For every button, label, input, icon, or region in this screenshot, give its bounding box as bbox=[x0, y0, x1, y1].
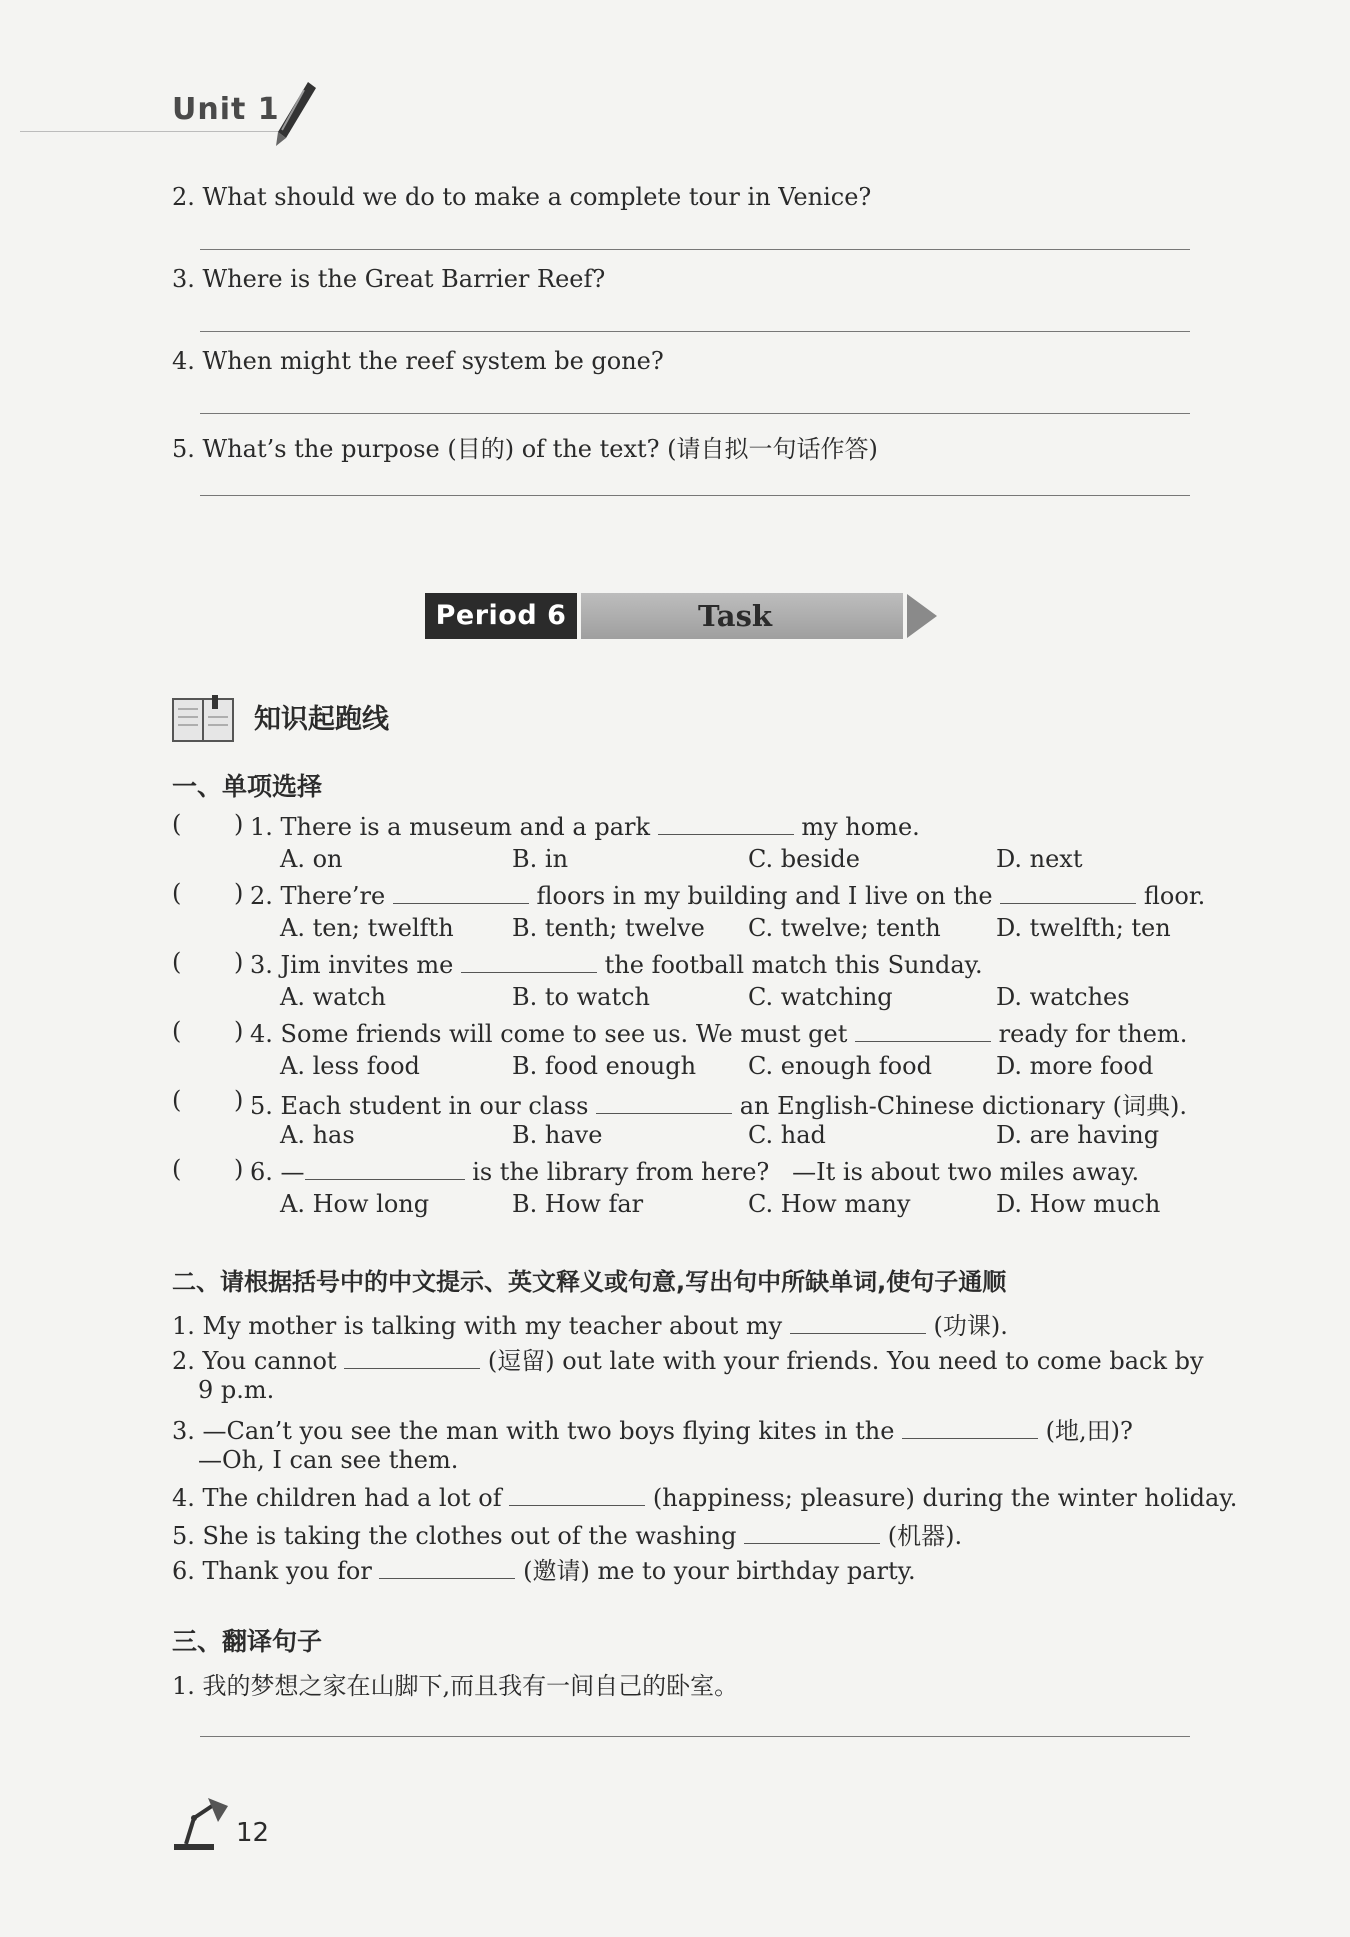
fill-item: 1. My mother is talking with my teacher about my (功课). bbox=[172, 1306, 1008, 1341]
answer-line[interactable] bbox=[200, 495, 1190, 496]
period-label: Period 6 bbox=[425, 593, 577, 639]
answer-blank[interactable] bbox=[902, 1414, 1038, 1439]
answer-blank[interactable] bbox=[790, 1309, 926, 1334]
section-title: 三、翻译句子 bbox=[172, 1627, 323, 1656]
page-number: 12 bbox=[236, 1818, 270, 1848]
mcq-option[interactable]: B. to watch bbox=[512, 983, 651, 1011]
mcq-option[interactable]: C. twelve; tenth bbox=[748, 914, 941, 942]
period-title: Task bbox=[697, 599, 772, 633]
answer-blank[interactable] bbox=[855, 1017, 991, 1042]
mcq-option[interactable]: D. next bbox=[996, 845, 1083, 873]
answer-line[interactable] bbox=[200, 413, 1190, 414]
mcq-option[interactable]: C. had bbox=[748, 1121, 826, 1149]
mcq-option[interactable]: D. more food bbox=[996, 1052, 1154, 1080]
mcq-option[interactable]: B. in bbox=[512, 845, 569, 873]
mcq-option[interactable]: A. watch bbox=[280, 983, 386, 1011]
header-rule bbox=[20, 131, 290, 132]
mcq-option[interactable]: A. ten; twelfth bbox=[280, 914, 454, 942]
answer-blank[interactable] bbox=[1000, 879, 1136, 904]
section-title: 二、请根据括号中的中文提示、英文释义或句意,写出句中所缺单词,使句子通顺 bbox=[172, 1268, 1007, 1296]
answer-blank[interactable] bbox=[393, 879, 529, 904]
reading-question: 4. When might the reef system be gone? bbox=[172, 347, 664, 375]
mcq-option[interactable]: B. food enough bbox=[512, 1052, 697, 1080]
answer-blank[interactable] bbox=[305, 1155, 465, 1180]
answer-blank[interactable] bbox=[658, 810, 794, 835]
answer-blank[interactable] bbox=[379, 1554, 515, 1579]
fill-item: 5. She is taking the clothes out of the washing (机器). bbox=[172, 1516, 962, 1551]
mcq-option[interactable]: B. How far bbox=[512, 1190, 644, 1218]
mcq-option[interactable]: A. on bbox=[280, 845, 343, 873]
answer-blank[interactable] bbox=[596, 1089, 732, 1114]
answer-line[interactable] bbox=[200, 249, 1190, 250]
mcq-option[interactable]: C. How many bbox=[748, 1190, 911, 1218]
mcq-option[interactable]: A. less food bbox=[280, 1052, 420, 1080]
fill-item: 4. The children had a lot of (happiness; pleasure) during the winter holiday. bbox=[172, 1481, 1237, 1512]
answer-blank[interactable] bbox=[461, 948, 597, 973]
fill-item-continued: —Oh, I can see them. bbox=[198, 1446, 459, 1474]
mcq-option[interactable]: C. enough food bbox=[748, 1052, 932, 1080]
answer-line[interactable] bbox=[200, 1736, 1190, 1737]
reading-question: 3. Where is the Great Barrier Reef? bbox=[172, 265, 606, 293]
answer-blank[interactable] bbox=[509, 1481, 645, 1506]
mcq-option[interactable]: C. watching bbox=[748, 983, 893, 1011]
mcq-option[interactable]: D. are having bbox=[996, 1121, 1160, 1149]
mcq-option[interactable]: A. has bbox=[280, 1121, 355, 1149]
fill-item-continued: 9 p.m. bbox=[198, 1376, 275, 1404]
mcq-option[interactable]: B. tenth; twelve bbox=[512, 914, 705, 942]
unit-title: Unit 1 bbox=[172, 92, 280, 127]
mcq-option[interactable]: D. twelfth; ten bbox=[996, 914, 1171, 942]
knowledge-header: 知识起跑线 bbox=[254, 704, 389, 735]
translation-item: 1. 我的梦想之家在山脚下,而且我有一间自己的卧室。 bbox=[172, 1672, 739, 1700]
mcq-option[interactable]: B. have bbox=[512, 1121, 603, 1149]
mcq-option[interactable]: A. How long bbox=[280, 1190, 430, 1218]
mcq-option[interactable]: C. beside bbox=[748, 845, 860, 873]
fill-item: 2. You cannot (逗留) out late with your friends. You need to come back by bbox=[172, 1341, 1204, 1376]
mcq-option[interactable]: D. watches bbox=[996, 983, 1130, 1011]
reading-question: 2. What should we do to make a complete tour in Venice? bbox=[172, 183, 872, 211]
pen-icon bbox=[270, 80, 318, 150]
answer-blank[interactable] bbox=[344, 1344, 480, 1369]
mcq-option[interactable]: D. How much bbox=[996, 1190, 1161, 1218]
period-arrow-icon bbox=[907, 594, 937, 638]
answer-blank[interactable] bbox=[744, 1519, 880, 1544]
section-title: 一、单项选择 bbox=[172, 772, 323, 801]
answer-line[interactable] bbox=[200, 331, 1190, 332]
reading-question: 5. What’s the purpose (目的) of the text? (请自拟一句话作答) bbox=[172, 435, 878, 463]
book-icon bbox=[172, 695, 236, 743]
fill-item: 6. Thank you for (邀请) me to your birthday party. bbox=[172, 1551, 916, 1586]
fill-item: 3. —Can’t you see the man with two boys flying kites in the (地,田)? bbox=[172, 1411, 1133, 1446]
period-banner bbox=[425, 593, 935, 639]
lamp-icon bbox=[172, 1796, 230, 1852]
